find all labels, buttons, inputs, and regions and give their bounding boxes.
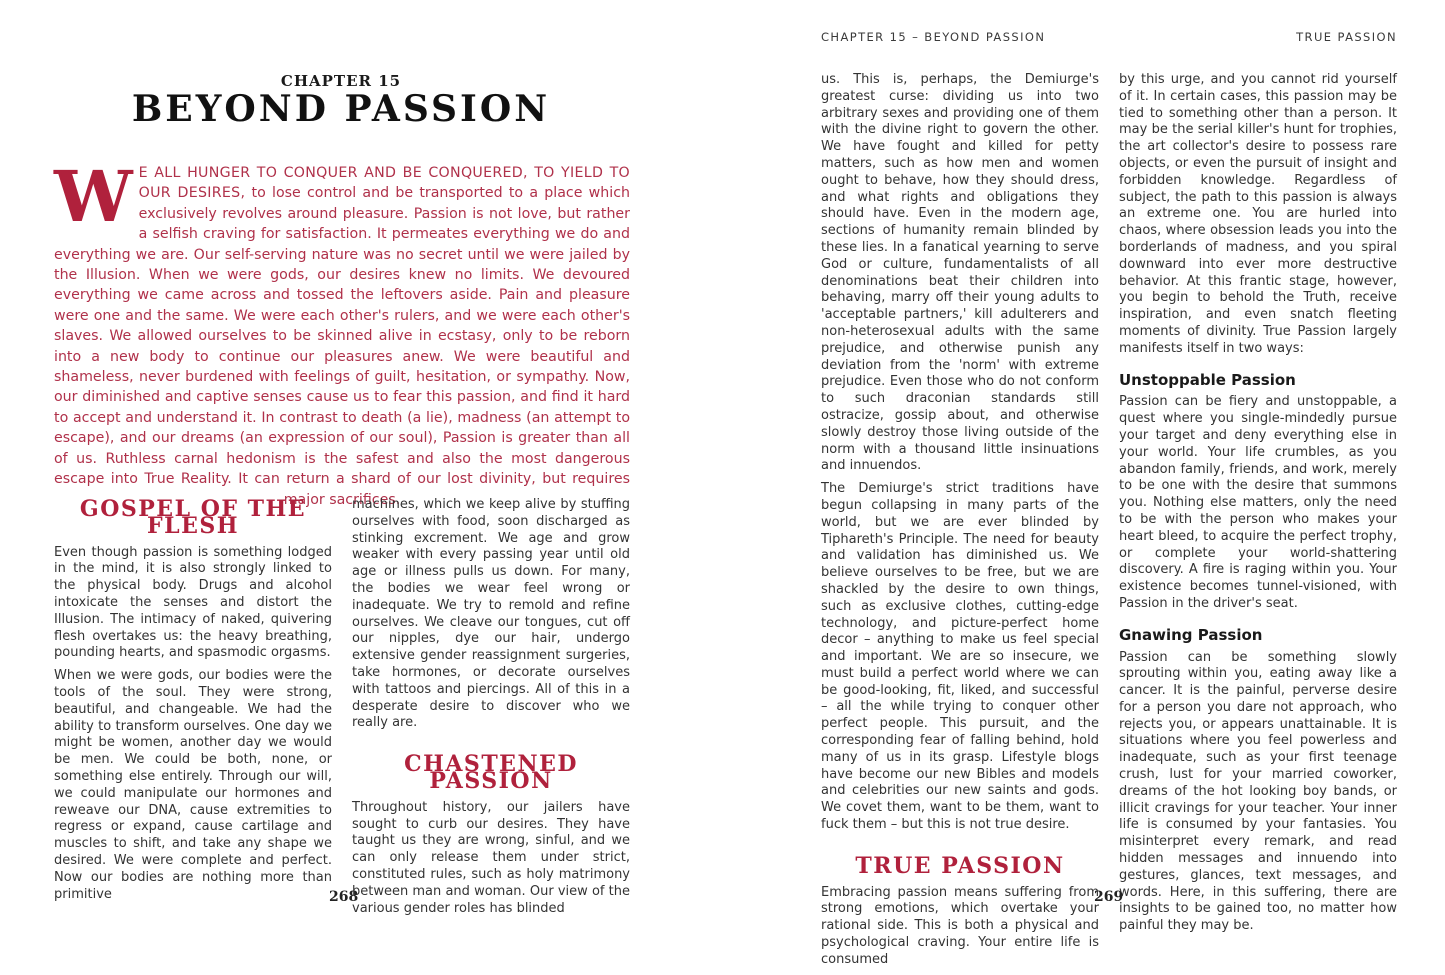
body-paragraph: Passion can be something slowly sprouting within you, eating away like a cancer. It is the painful, perverse desire for a person you dare not approach, who rejects you, or appears unattainable. It is situations where you feel powerless and inadequate, such as your first teenage crush, lust for your married coworker, dreams of the hot looking boy bands, or illicit cravings for your teacher. Your inner life is consumed by your fantasies. You misinterpret every remark, and read hidden messages and innuendo into gestures, glances, text messages, and words. Here, in this suffering, there are insights to be gained too, no matter how painful they may be. [1119,649,1397,934]
body-paragraph: machines, which we keep alive by stuffing ourselves with food, soon discharged as stinking excrement. We age and grow weaker with every passing year until old age or illness pulls us down. For many, the bodies we wear feel wrong or inadequate. We try to remold and refine ourselves. We cleave our tongues, cut off our nipples, dye our hair, undergo extensive gender reassignment surgeries, take hormones, or decorate ourselves with tattoos and piercings. All of this in a desperate desire to discover who we really are. [352,497,630,731]
body-paragraph: Throughout history, our jailers have sought to curb our desires. They have taught us they are wrong, sinful, and we can only release them under strict, constituted rules, such as holy matrimony between man and woman. Our view of the various gender roles has blinded [352,799,630,916]
left-column-2 [352,497,630,923]
intro-paragraph [54,155,631,510]
subheading-unstoppable: Unstoppable Passion [1119,370,1296,389]
body-paragraph: When we were gods, our bodies were the tools of the soul. They were strong, beautiful, and changeable. We had the ability to transform ourselves. One day we might be women, another day we would be men. We could be both, none, or something else entirely. Through our will, we could manipulate our hormones and reweave our DNA, cause extremities to regress or expand, cause cartilage and muscles to shift, and take any shape we desired. We were complete and perfect. Now our bodies are nothing more than primitive [54,668,332,902]
intro-text: to lose control and be transported to a place which exclusively revolves around pleasure. Passion is not love, but rather a selfish craving for satisfaction. It permeates everything we do and everything we are. Our self-serving nature was no secret until we were jailed by the Illusion. When we were gods, our desires knew no limits. We devoured everything we came across and tossed the leftovers aside. Pain and pleasure were one and the same. We were each other's rulers, and we were each other's slaves. We allowed ourselves to be skinned alive in ecstasy, only to be reborn into a new body to continue our pleasures anew. We were beautiful and shameless, never burdened with feelings of guilt, hesitation, or sympathy. Now, our diminished and captive senses cause us to fear this passion, and find it hard to accept and understand it. In contrast to death (a lie), madness (an attempt to escape), and our dreams (an expression of our soul), Passion is greater than all of us. Ruthless carnal hedonism is the safest and also the most dangerous escape into True Reality. It can return a shard of our lost divinity, but requires major sacrifices. [54,185,631,508]
body-paragraph: Even though passion is something lodged in the mind, it is also strongly linked to the physical body. Drugs and alcohol intoxicate the senses and distort the Illusion. The intimacy of naked, quivering flesh overtakes us: the heavy breathing, pounding hearts, and spasmodic orgasms. [54,544,332,661]
body-paragraph: Embracing passion means suffering from strong emotions, which overtake your rational side. This is both a physical and psychological craving. Your entire life is consumed [821,884,1099,967]
drop-cap: W [54,155,133,238]
body-paragraph: The Demiurge's strict traditions have begun collapsing in many parts of the world, but we are ever blinded by Tiphareth's Principle. The need for beauty and validation has diminished us. We believe ourselves to be free, but we are shackled by the desire to own things, such as exclusive clothes, cutting-edge technology, and picture-perfect home decor – anything to make us feel special and important. We are so insecure, we must build a perfect world where we can be good-looking, fit, liked, and successful – all the while trying to conquer other perfect people. This pursuit, and the corresponding fear of falling behind, hold many of us in its grasp. Lifestyle blogs have become our new Bibles and models and celebrities our new saints and gods. We covet them, want to be them, want to fuck them – but this is not true desire. [821,481,1099,833]
running-head-section: TRUE PASSION [1296,30,1397,44]
section-heading-chastened: CHASTENED PASSION [404,751,578,794]
right-column-2 [1119,72,1397,941]
right-page [722,0,1445,967]
intro-caps-lead: E ALL HUNGER TO CONQUER AND BE CONQUERED, TO YIELD TO OUR DESIRES, [138,165,630,202]
chapter-title: BEYOND PASSION [131,88,551,130]
section-heading-true-passion: TRUE PASSION [855,852,1065,879]
left-page [0,0,722,935]
body-paragraph: Passion can be fiery and unstoppable, a quest where you single-mindedly pursue your target and deny everything else in your world. Your life crumbles, as you abandon family, friends, and work, merely to be one with the desire that summons you. Nothing else matters, only the need to be with the person who makes your heart bleed, to acquire the perfect trophy, or complete your world-shattering discovery. A fire is raging within you. Your existence becomes tunnel-visioned, with Passion in the driver's seat. [1119,394,1397,611]
running-head-chapter: CHAPTER 15 – BEYOND PASSION [821,30,1046,44]
page-number-right: 269 [1094,889,1124,905]
subheading-gnawing: Gnawing Passion [1119,625,1263,644]
body-paragraph: us. This is, perhaps, the Demiurge's greatest curse: dividing us into two arbitrary sexes and providing one of them with the divine right to govern the other. We have fought and killed for petty matters, such as how men and women ought to behave, how they should dress, and what rights and obligations they should have. Even in the modern age, sections of humanity remain blinded by these lies. In a fanatical yearning to serve God or culture, fundamentalists of all denominations beat their children into behaving, marry off their young adults to 'acceptable partners,' kill adulterers and non-heterosexual adults with the same prejudice, and otherwise punish any deviation from the 'norm' with extreme prejudice. Even those who do not conform to such draconian standards still ostracize, gossip about, and otherwise slowly destroy those living outside of the norm with a thousand little insinuations and innuendos. [821,72,1099,474]
body-paragraph: by this urge, and you cannot rid yourself of it. In certain cases, this passion may be tied to something other than a person. It may be the serial killer's hunt for trophies, the art collector's desire to possess rare objects, or even the pursuit of insight and forbidden knowledge. Regardless of subject, the path to this passion is always an extreme one. You are hurled into chaos, where obsession leads you into the borderlands of madness, and you spiral downward into ever more destructive behavior. At this frantic stage, however, you begin to behold the Truth, receive inspiration, and even snatch fleeting moments of divinity. True Passion largely manifests itself in two ways: [1119,72,1397,356]
left-column-1 [54,497,332,909]
page-number-left: 268 [329,889,359,905]
right-column-1 [821,72,1099,975]
section-heading-gospel: GOSPEL OF THE FLESH [79,496,307,539]
chapter-label: CHAPTER 15 [280,72,402,90]
